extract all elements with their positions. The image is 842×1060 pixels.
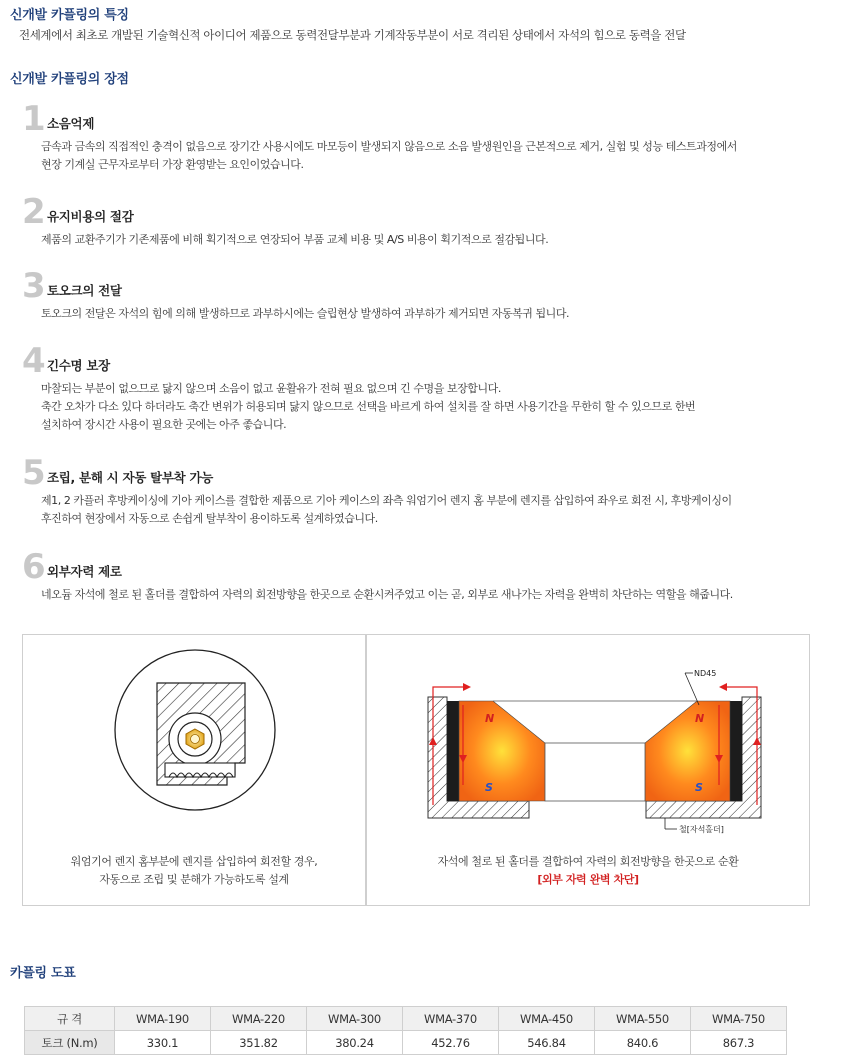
desc-line: 제1, 2 카플러 후방케이싱에 기아 케이스를 결합한 제품으로 기아 케이스의 좌측 워엄기어 렌지 홈 부분에 렌지를 삽입하여 좌우로 회전 시, 후방케이싱이 bbox=[41, 494, 732, 507]
torque-cell: 840.6 bbox=[595, 1031, 691, 1055]
desc-line: 네오듐 자석에 철로 된 홀더를 결합하여 자력의 회전방향을 한곳으로 순환시켜주었고 이는 곧, 외부로 새나가는 자력을 완벽히 차단하는 역할을 해줍니다. bbox=[41, 588, 733, 601]
advantages-heading: 신개발 카플링의 장점 bbox=[10, 72, 129, 87]
south-pole-label-right: S bbox=[695, 781, 703, 794]
advantage-title: 외부자력 제로 bbox=[47, 564, 122, 579]
gear-figure-panel bbox=[22, 634, 366, 906]
advantage-number: 1 bbox=[22, 99, 46, 139]
advantage-title: 소음억제 bbox=[47, 116, 95, 131]
table-row bbox=[25, 1007, 787, 1031]
torque-cell: 452.76 bbox=[403, 1031, 499, 1055]
north-pole-label-right: N bbox=[695, 712, 705, 725]
south-pole-label-left: S bbox=[485, 781, 493, 794]
table-row bbox=[25, 1031, 787, 1055]
caption-line: 워엄기어 렌지 홈부분에 렌지를 삽입하여 회전할 경우, bbox=[70, 855, 318, 868]
advantage-description bbox=[41, 586, 841, 604]
row-header-model: 규 격 bbox=[25, 1007, 115, 1031]
desc-line: 토오크의 전달은 자석의 힘에 의해 발생하므로 과부하시에는 슬립현상 발생하여 과부하가 제거되면 자동복귀 됩니다. bbox=[41, 307, 570, 320]
advantage-number: 4 bbox=[22, 341, 46, 381]
desc-line: 현장 기계실 근무자로부터 가장 환영받는 요인이었습니다. bbox=[41, 158, 304, 171]
desc-line: 후진하여 현장에서 자동으로 손쉽게 탈부착이 용이하도록 설계하였습니다. bbox=[41, 512, 378, 525]
advantage-title: 유지비용의 절감 bbox=[47, 209, 134, 224]
row-header-torque: 토크 (N.m) bbox=[25, 1031, 115, 1055]
torque-cell: 546.84 bbox=[499, 1031, 595, 1055]
features-heading: 신개발 카플링의 특징 bbox=[10, 8, 129, 23]
advantage-number: 2 bbox=[22, 192, 46, 232]
desc-line: 제품의 교환주기가 기존제품에 비해 획기적으로 연장되어 부품 교체 비용 및 A/S 비용이 획기적으로 절감됩니다. bbox=[41, 233, 549, 246]
torque-cell: 867.3 bbox=[691, 1031, 787, 1055]
model-cell: WMA-750 bbox=[691, 1007, 787, 1031]
north-pole-label-left: N bbox=[485, 712, 495, 725]
advantage-title: 긴수명 보장 bbox=[47, 358, 110, 373]
advantage-description bbox=[41, 380, 841, 434]
magnet-figure-panel bbox=[366, 634, 810, 906]
model-cell: WMA-190 bbox=[115, 1007, 211, 1031]
caption-line: 자동으로 조립 및 분해가 가능하도록 설계 bbox=[99, 873, 289, 886]
caption-line: 자석에 철로 된 홀더를 결합하여 자력의 회전방향을 한곳으로 순환 bbox=[437, 855, 739, 868]
spec-table bbox=[24, 1006, 787, 1055]
advantage-number: 3 bbox=[22, 266, 46, 306]
model-cell: WMA-220 bbox=[211, 1007, 307, 1031]
torque-cell: 380.24 bbox=[307, 1031, 403, 1055]
model-cell: WMA-370 bbox=[403, 1007, 499, 1031]
advantage-number: 5 bbox=[22, 453, 46, 493]
advantage-description bbox=[41, 138, 841, 174]
torque-cell: 351.82 bbox=[211, 1031, 307, 1055]
features-description: 전세계에서 최초로 개발된 기술혁신적 아이디어 제품으로 동력전달부분과 기계작동부분이 서로 격리된 상태에서 자석의 힘으로 동력을 전달 bbox=[19, 28, 686, 42]
advantage-description bbox=[41, 305, 841, 323]
desc-line: 설치하여 장시간 사용이 필요한 곳에는 아주 좋습니다. bbox=[41, 418, 287, 431]
desc-line: 축간 오차가 다소 있다 하더라도 축간 변위가 허용되며 닳지 않으므로 선택을 바르게 하여 설치를 잘 하면 사용기간을 무한히 할 수 있으므로 한번 bbox=[41, 400, 696, 413]
left-caption bbox=[23, 853, 365, 889]
torque-cell: 330.1 bbox=[115, 1031, 211, 1055]
spec-heading: 카플링 도표 bbox=[10, 966, 76, 981]
advantage-number: 6 bbox=[22, 547, 46, 587]
advantage-description bbox=[41, 231, 841, 249]
caption-highlight: [외부 자력 완벽 차단] bbox=[537, 873, 639, 886]
holder-label: 철[자석홀더] bbox=[679, 825, 724, 834]
advantage-title: 토오크의 전달 bbox=[47, 283, 122, 298]
desc-line: 금속과 금속의 직접적인 충격이 없음으로 장기간 사용시에도 마모등이 발생되지 않음으로 소음 발생원인을 근본적으로 제거, 실험 및 성능 테스트과정에서 bbox=[41, 140, 737, 153]
model-cell: WMA-550 bbox=[595, 1007, 691, 1031]
right-caption bbox=[367, 853, 809, 889]
desc-line: 마찰되는 부분이 없으므로 닳지 않으며 소음이 없고 윤활유가 전혀 필요 없으며 긴 수명을 보장합니다. bbox=[41, 382, 501, 395]
nd45-label: ND45 bbox=[694, 669, 717, 678]
advantage-description bbox=[41, 492, 841, 528]
model-cell: WMA-300 bbox=[307, 1007, 403, 1031]
model-cell: WMA-450 bbox=[499, 1007, 595, 1031]
advantage-title: 조립, 분해 시 자동 탈부착 가능 bbox=[47, 470, 214, 485]
